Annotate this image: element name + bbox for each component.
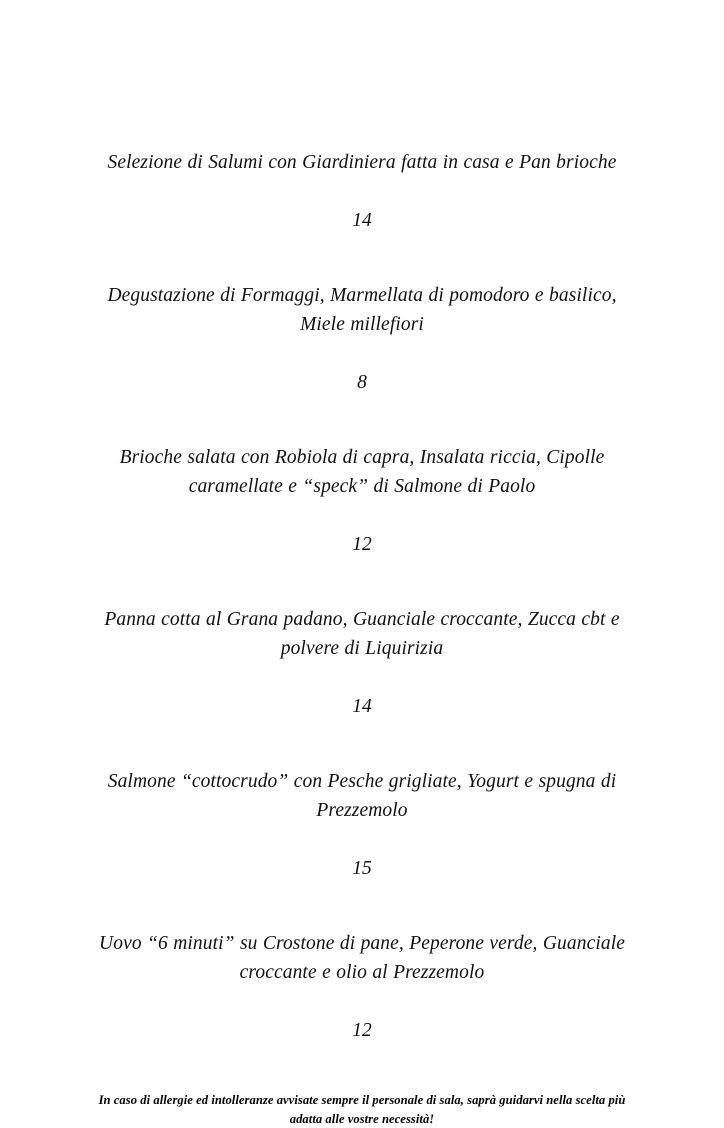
menu-item-price: 14	[352, 210, 372, 231]
menu-item-price: 12	[352, 534, 372, 555]
menu-item-description: Brioche salata con Robiola di capra, Insalata riccia, Cipolle caramellate e “speck” di Salmone di Paolo	[119, 447, 605, 497]
menu-item-list	[0, 148, 724, 1128]
menu-item-description: Salmone “cottocrudo” con Pesche grigliate, Yogurt e spugna di Prezzemolo	[107, 771, 617, 821]
menu-item	[84, 767, 640, 883]
menu-item-description: Panna cotta al Grana padano, Guanciale croccante, Zucca cbt e polvere di Liquirizia	[104, 609, 620, 659]
menu-item	[84, 929, 640, 1045]
menu-item-description: Selezione di Salumi con Giardiniera fatta in casa e Pan brioche	[107, 152, 617, 173]
menu-item-price: 8	[357, 372, 367, 393]
menu-item-price: 12	[352, 1020, 372, 1041]
menu-item	[84, 605, 640, 721]
menu-item	[84, 443, 640, 559]
menu-item	[84, 281, 640, 397]
menu-item-price: 15	[352, 858, 372, 879]
menu-item-price: 14	[352, 696, 372, 717]
allergy-notice: In caso di allergie ed intolleranze avvisate sempre il personale di sala, saprà guidarvi nella scelta più adatta alle vostre necessità!	[98, 1093, 626, 1126]
menu-item	[84, 148, 640, 235]
menu-item-description: Degustazione di Formaggi, Marmellata di pomodoro e basilico, Miele millefiori	[107, 285, 617, 335]
menu-item-description: Uovo “6 minuti” su Crostone di pane, Peperone verde, Guanciale croccante e olio al Prezzemolo	[99, 933, 625, 983]
